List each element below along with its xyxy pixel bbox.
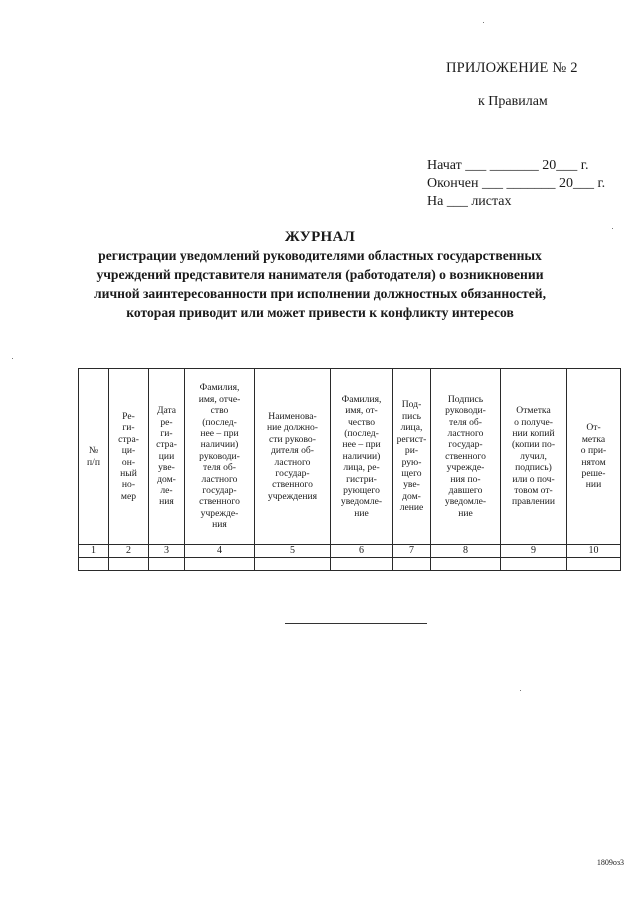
- column-header: Фамилия, имя, от- чество (послед- нее – при наличии) лица, ре- гистри- рующего уведомле- ние: [331, 369, 393, 545]
- column-header: Ре- ги- стра- ци- он- ный но- мер: [109, 369, 149, 545]
- empty-cell: [149, 558, 185, 571]
- subtitle-line: которая приводит или может привести к конфликту интересов: [126, 305, 514, 320]
- document-code: 1809оз3: [596, 858, 624, 867]
- column-number: 9: [501, 545, 567, 558]
- column-header: № п/п: [79, 369, 109, 545]
- empty-cell: [393, 558, 431, 571]
- closing-divider-line: [285, 623, 427, 624]
- column-number: 6: [331, 545, 393, 558]
- empty-cell: [185, 558, 255, 571]
- scan-speck: [483, 22, 484, 23]
- empty-cell: [109, 558, 149, 571]
- column-header: Наименова- ние должно- сти руково- дителя об- ластного государ- ственного учреждения: [255, 369, 331, 545]
- document-subtitle: [0, 246, 640, 322]
- journal-ended-field: Окончен ___ _______ 20___ г.: [427, 176, 606, 191]
- column-header: От- метка о при- нятом реше- нии: [567, 369, 621, 545]
- empty-entry-row: [79, 558, 621, 571]
- scan-speck: [12, 358, 13, 359]
- scan-speck: [520, 690, 521, 691]
- appendix-label: ПРИЛОЖЕНИЕ № 2: [446, 60, 578, 76]
- table-header-row: [79, 369, 621, 545]
- column-number: 3: [149, 545, 185, 558]
- subtitle-line: учреждений представителя нанимателя (работодателя) о возникновении: [96, 267, 544, 282]
- empty-cell: [331, 558, 393, 571]
- column-number: 8: [431, 545, 501, 558]
- column-header: Отметка о получе- нии копий (копии по- лучил, подпись) или о поч- товом от- правлении: [501, 369, 567, 545]
- rules-reference: к Правилам: [478, 94, 548, 109]
- subtitle-line: личной заинтересованности при исполнении должностных обязанностей,: [93, 286, 546, 301]
- subtitle-line: регистрации уведомлений руководителями областных государственных: [98, 248, 542, 263]
- empty-cell: [79, 558, 109, 571]
- document-title: ЖУРНАЛ: [284, 229, 356, 245]
- column-header: Подпись руководи- теля об- ластного государ- ственного учрежде- ния по- давшего уведомле- ние: [431, 369, 501, 545]
- empty-cell: [255, 558, 331, 571]
- journal-sheets-field: На ___ листах: [427, 194, 512, 209]
- empty-cell: [567, 558, 621, 571]
- column-number: 7: [393, 545, 431, 558]
- column-number: 2: [109, 545, 149, 558]
- empty-cell: [501, 558, 567, 571]
- column-header: Под- пись лица, регист- ри- рую- щего уве- дом- ление: [393, 369, 431, 545]
- column-number: 5: [255, 545, 331, 558]
- journal-started-field: Начат ___ _______ 20___ г.: [427, 158, 589, 173]
- column-number: 4: [185, 545, 255, 558]
- empty-cell: [431, 558, 501, 571]
- column-number-row: [79, 545, 621, 558]
- journal-table: [78, 368, 621, 571]
- column-header: Дата ре- ги- стра- ции уве- дом- ле- ния: [149, 369, 185, 545]
- scan-speck: [612, 228, 613, 229]
- column-number: 1: [79, 545, 109, 558]
- column-header: Фамилия, имя, отче- ство (послед- нее – при наличии) руководи- теля об- ластного государ- ственного учрежде- ния: [185, 369, 255, 545]
- column-number: 10: [567, 545, 621, 558]
